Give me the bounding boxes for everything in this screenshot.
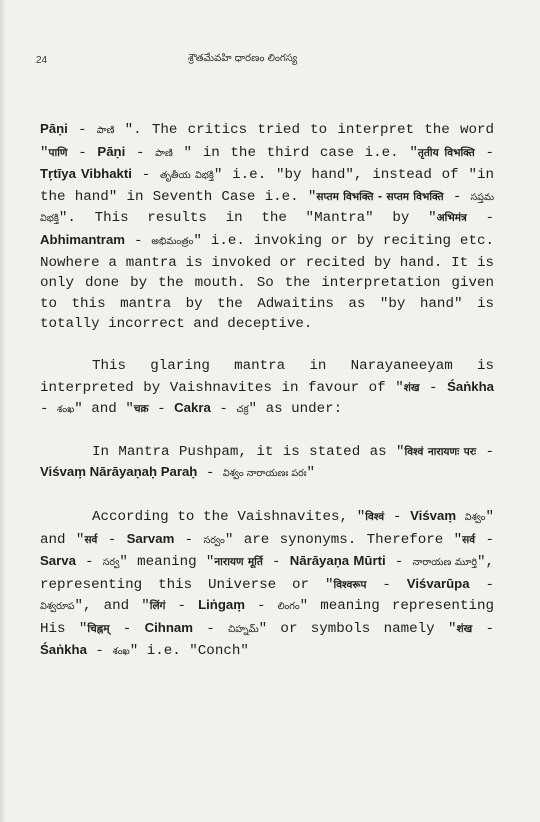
text-run: - — [97, 531, 127, 548]
text-run: According to the Vaishnavites, " — [92, 508, 366, 525]
text-run: - — [469, 576, 494, 593]
text-run: - — [165, 598, 199, 615]
text-run: - — [474, 144, 494, 161]
telugu-script: తృతీయ విభక్తి — [160, 170, 214, 182]
telugu-script: సర్వం — [203, 534, 225, 546]
text-run: ", representing this Universe or " — [40, 554, 495, 593]
text-run: " are synonyms. Therefore " — [224, 531, 463, 548]
text-run: - — [443, 188, 471, 205]
page-edge-shadow — [0, 0, 6, 822]
devanagari-script: अभिमंत्र — [436, 212, 467, 225]
devanagari-script: विश्वं — [365, 510, 385, 523]
telugu-script: అభిమంత్రం — [151, 235, 194, 247]
transliteration: Cakra — [174, 400, 211, 416]
telugu-script: శంఖ — [112, 646, 130, 658]
transliteration: Viśvaṃ — [410, 507, 457, 523]
text-run: - — [472, 620, 494, 637]
text-run: " and " — [74, 401, 134, 418]
text-run: - — [125, 232, 152, 249]
devanagari-script: पाणि — [48, 146, 68, 159]
transliteration: Sarvam — [126, 530, 175, 546]
text-run: - — [131, 167, 161, 184]
body-text — [40, 119, 494, 663]
text-run: - — [262, 554, 290, 571]
transliteration: Cihnam — [144, 619, 193, 635]
transliteration: Viśvaṃ Nārāyaṇaḥ Paraḥ — [40, 464, 198, 480]
telugu-script: చిహ్నమ్ — [228, 623, 259, 635]
devanagari-script: चक्र — [133, 403, 149, 416]
text-run: ". The critics tried to interpret the word " — [40, 122, 494, 161]
transliteration: Liṅgaṃ — [198, 597, 245, 613]
text-run: - — [384, 508, 411, 525]
text-run: " in the third case i.e. " — [172, 144, 418, 161]
text-run: - — [476, 443, 494, 460]
devanagari-script: तृतीय विभक्ति — [417, 146, 475, 159]
page-number: 24 — [36, 55, 48, 66]
text-run: " and " — [40, 508, 495, 548]
text-run: - — [125, 144, 156, 161]
text-run: This glaring mantra in Narayaneeyam is interpreted by Vaishnavites in favour of " — [40, 357, 494, 396]
telugu-script: పాణి — [155, 147, 173, 159]
telugu-script: పాణి — [96, 125, 115, 136]
text-run: - — [385, 554, 413, 571]
text-run: - — [419, 379, 448, 396]
text-run: ". This results in the "Mantra" by " — [58, 210, 437, 227]
transliteration: Nārāyaṇa Mūrti — [289, 553, 386, 569]
devanagari-script: चिह्नम् — [87, 622, 110, 635]
text-run: ", and " — [74, 598, 150, 615]
telugu-script: చక్ర — [236, 404, 249, 416]
devanagari-script: लिंगं — [149, 600, 166, 613]
text-run: " i.e. "by hand", instead of "in the hand" in Seventh Case i.e. " — [40, 167, 495, 205]
text-run: - — [86, 643, 113, 660]
devanagari-script: नारायण मूर्ति — [214, 556, 263, 569]
transliteration: Tṛtīya Vibhakti — [40, 166, 132, 182]
devanagari-script: शंख — [456, 622, 473, 635]
text-run: - — [109, 620, 145, 637]
text-run: - — [244, 598, 278, 615]
paragraph — [40, 356, 494, 421]
text-run: - — [210, 401, 237, 418]
text-run: - — [75, 554, 103, 571]
devanagari-script: शंख — [403, 381, 420, 394]
telugu-script: లింగం — [277, 601, 300, 613]
devanagari-script: विश्वरूप — [333, 578, 367, 591]
text-run: " as under: — [248, 401, 343, 418]
devanagari-script: विश्वं नारायणः परः — [404, 445, 477, 458]
text-run: - — [192, 620, 229, 637]
transliteration: Viśvarūpa — [406, 575, 470, 591]
telugu-script: విశ్వరూప — [40, 601, 75, 613]
text-run: - — [197, 465, 223, 482]
text-run: - — [475, 531, 494, 548]
running-title: శ్రౌతమేవహి ధారణం లింగస్య — [188, 53, 298, 64]
text-run: " meaning representing His " — [40, 598, 495, 637]
telugu-script: సప్తమ విభక్తి — [40, 191, 494, 225]
text-run: - — [366, 576, 407, 593]
text-run: - — [148, 401, 175, 418]
transliteration: Sarva — [40, 553, 76, 569]
telugu-script: నారాయణ మూర్తి — [412, 557, 477, 569]
telugu-script: విశ్వం — [464, 511, 486, 523]
paragraph — [40, 442, 494, 485]
devanagari-script: सप्तम विभक्ति - सप्तम विभक्ति — [316, 190, 444, 203]
text-run: " or symbols namely " — [258, 620, 457, 637]
text-run: - — [67, 144, 98, 161]
text-run: - — [67, 122, 97, 138]
paragraph — [40, 119, 494, 335]
text-run: " i.e. invoking or by reciting etc. Nowhere a mantra is invoked or recited by hand. It is only done by the mouth. So the interpretation given to this mantra by the Adwaitins as "by hand" is totally incorrect and deceptive. — [40, 232, 494, 333]
text-run: In Mantra Pushpam, it is stated as " — [92, 443, 405, 460]
text-run: " meaning " — [119, 554, 215, 571]
devanagari-script: सर्व — [462, 533, 476, 546]
text-run: " i.e. "Conch" — [129, 643, 249, 660]
transliteration: Śaṅkha — [40, 642, 87, 658]
text-run — [456, 509, 465, 525]
transliteration: Pāṇi — [97, 143, 126, 159]
telugu-script: విశ్వం నారాయణః పరః — [222, 468, 307, 480]
paragraph — [40, 506, 494, 663]
telugu-script: సర్వ — [102, 557, 120, 569]
text-run: - — [40, 401, 58, 418]
telugu-script: శంఖ — [57, 404, 75, 416]
text-run: - — [466, 210, 495, 227]
text-run: " — [306, 465, 316, 482]
transliteration: Pāṇi — [40, 121, 68, 136]
transliteration: Abhimantram — [40, 231, 125, 247]
devanagari-script: सर्व — [84, 533, 98, 546]
transliteration: Śaṅkha — [447, 378, 494, 394]
text-run: - — [174, 531, 204, 548]
